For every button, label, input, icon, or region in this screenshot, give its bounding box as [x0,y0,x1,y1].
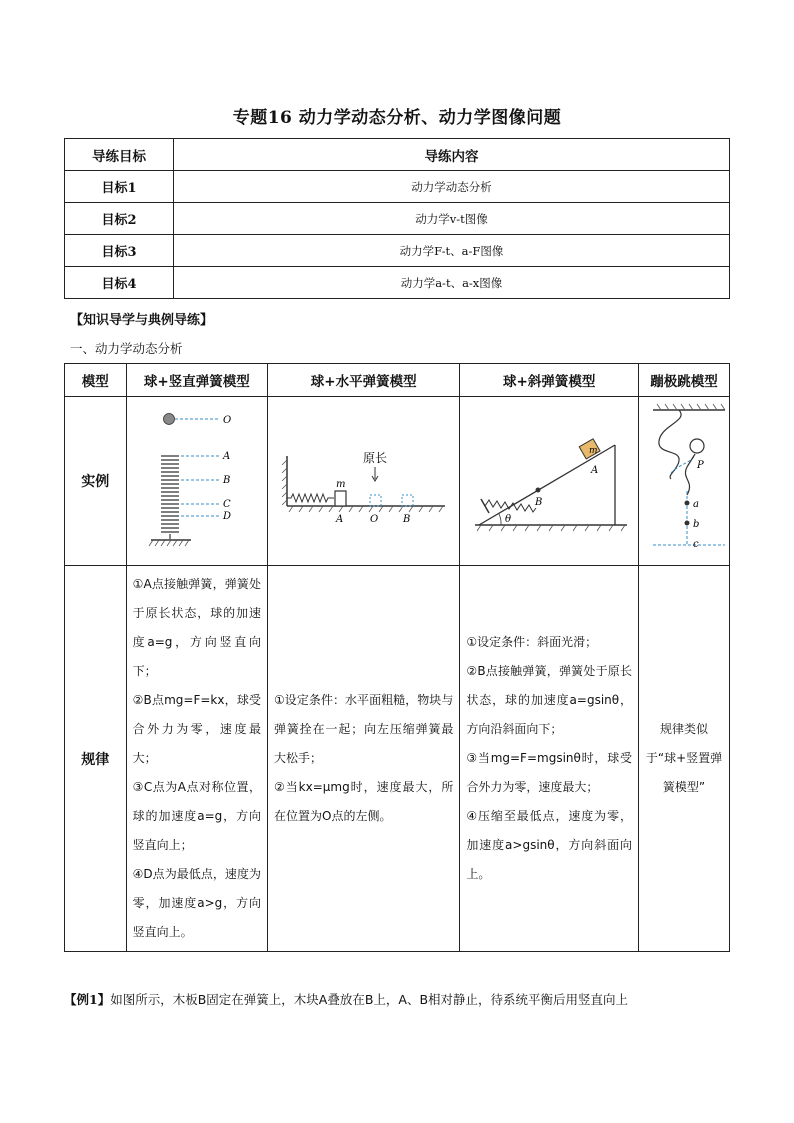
rule-item: ④压缩至最低点，速度为零，加速度a>gsinθ，方向斜面向上。 [466,809,632,881]
rule-item: 规律类似于“球+竖置弹簧模型” [645,722,723,794]
rope-icon [659,410,681,479]
spring-icon [287,494,334,502]
rule-item: ①A点接触弹簧，弹簧处于原长状态，球的加速度a=g，方向竖直向下； [132,577,261,678]
incline-spring-diagram [467,421,632,541]
incline-spring-figure [460,397,639,566]
models-table [64,363,730,952]
goals-header-target: 导练目标 [65,139,174,171]
horizontal-spring-figure [268,397,460,566]
rule-item: ③当mg=F=mgsinθ时，球受合外力为零，速度最大； [466,751,632,794]
goal-content: 动力学v-t图像 [174,203,730,235]
table-row [65,203,730,235]
label-theta: θ [504,514,511,525]
rule-item: ④D点为最低点，速度为零，加速度a>g，方向竖直向上。 [132,867,261,939]
goals-header-content: 导练内容 [174,139,730,171]
page-title: 专题16 动力学动态分析、动力学图像问题 [232,108,562,128]
bungee-figure [639,397,730,566]
label-A: A [335,514,343,525]
rule-row [65,566,730,952]
ball-icon [163,414,174,425]
horizontal-spring-rules [268,566,460,952]
rule-item: ③C点为A点对称位置，球的加速度a=g，方向竖直向上； [132,780,261,852]
incline-spring-rules [460,566,639,952]
label-natural-length: 原长 [362,451,387,465]
models-header-row [65,364,730,397]
goal-content: 动力学动态分析 [174,171,730,203]
header-model: 模型 [65,364,127,397]
horizontal-spring-diagram [279,436,449,526]
table-row [65,267,730,299]
label-a: a [693,499,699,510]
header-horizontal-spring: 球+水平弹簧模型 [268,364,460,397]
example-label: 实例 [65,397,127,566]
label-A: A [590,465,598,476]
bungee-diagram [639,401,729,561]
example-text: 如图所示，木板B固定在弹簧上，木块A叠放在B上，A、B相对静止，待系统平衡后用竖直向上 [110,992,629,1007]
label-B: B [402,514,411,525]
vertical-spring-figure [126,397,267,566]
rule-label: 规律 [65,566,127,952]
label-D: D [222,511,231,522]
label-m: m [588,446,598,456]
bungee-rules [639,566,730,952]
example-row [65,397,730,566]
rule-item: ②当kx=μmg时，速度最大，所在位置为O点的左侧。 [274,780,454,823]
example-1 [64,990,744,1008]
label-P: P [697,460,704,471]
label-O: O [222,415,231,426]
rule-item: ①设定条件：斜面光滑； [466,635,598,649]
label-O: O [369,514,378,525]
section-heading: 【知识导学与典例导练】 [70,313,214,328]
goal-target: 目标3 [65,235,174,267]
header-incline-spring: 球+斜弹簧模型 [460,364,639,397]
label-B: B [222,475,231,486]
goal-target: 目标4 [65,267,174,299]
vertical-spring-rules [126,566,267,952]
rule-item: ②B点接触弹簧，弹簧处于原长状态，球的加速度a=gsinθ，方向沿斜面向下； [466,664,632,736]
goal-content: 动力学a-t、a-x图像 [174,267,730,299]
spring-icon [485,500,536,512]
label-C: C [222,499,231,510]
label-A: A [222,451,231,462]
table-row [65,171,730,203]
goal-target: 目标1 [65,171,174,203]
header-vertical-spring: 球+竖直弹簧模型 [126,364,267,397]
vertical-spring-diagram [137,406,257,556]
rule-item: ①设定条件：水平面粗糙，物块与弹簧拴在一起；向左压缩弹簧最大松手； [274,693,454,765]
goals-table [64,138,730,299]
header-bungee: 蹦极跳模型 [639,364,730,397]
goals-header-row [65,139,730,171]
goal-content: 动力学F-t、a-F图像 [174,235,730,267]
label-m: m [335,479,346,490]
table-row [65,235,730,267]
label-b: b [693,519,700,530]
block-icon [335,491,346,506]
rule-item: ②B点mg=F=kx，球受合外力为零，速度最大； [132,693,261,765]
example-label: 【例1】 [64,992,111,1007]
label-c: c [693,539,699,550]
label-B: B [534,497,543,508]
subsection-heading: 一、动力学动态分析 [70,341,183,356]
ball-icon [690,439,704,453]
spring-icon [161,456,179,532]
goal-target: 目标2 [65,203,174,235]
